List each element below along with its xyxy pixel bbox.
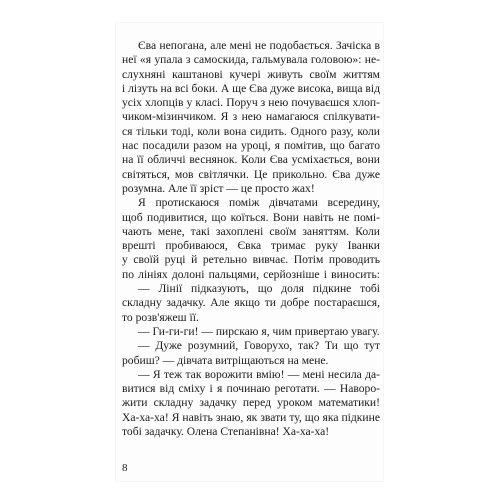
text-line: — Лінії підказують, що доля підкине тобі bbox=[138, 282, 380, 296]
text-line: — Дуже розумний, Говорухо, так? Ти що тут bbox=[138, 339, 380, 353]
text-line: нас посадили разом на уроці, я помітив, що багато bbox=[122, 139, 380, 153]
text-line: і лізуть на всі боки. А ще Єва дуже висока, вища від bbox=[122, 81, 380, 95]
text-line: тобі задачку. Олена Степанівна! Ха-ха-ха! bbox=[122, 425, 330, 439]
text-line: — Ги-ги-ги! — пирскаю я, чим привертаю увагу. bbox=[138, 324, 380, 338]
text-line: Єва непогана, але мені не подобається. Зачіска в bbox=[138, 39, 380, 52]
text-line: — Я теж так ворожити вмію! — мені несила да- bbox=[138, 367, 380, 381]
text-line: чають мене, такі захоплені своїм заняттям. Коли bbox=[122, 224, 380, 238]
text-line: ся тільки тоді, коли вона сидить. Одного разу, коли bbox=[122, 124, 380, 138]
text-line: Я протискаюся поміж дівчатами всередину, bbox=[138, 196, 380, 210]
text-line: чиком-мізинчиком. Я з нею намагаюся спілкувати- bbox=[122, 110, 380, 124]
text-line: витися від сміху і я починаю реготати. — Наворо- bbox=[122, 382, 380, 396]
text-line: розумна. Але її зріст — це просто жах! bbox=[122, 181, 315, 195]
text-line: по лініях долоні пальцями, серйозніше і виносить: bbox=[122, 267, 380, 281]
text-line: на її обличчі веснянок. Коли Єва усміхається, вони bbox=[122, 153, 380, 167]
text-line: складну задачку. Але якщо ти добре постараєшся, bbox=[122, 296, 380, 310]
text-line: у своїй руці й ретельно вивчає. Потім проводить bbox=[122, 253, 380, 267]
text-line: слухняні каштанові кучері живуть своїм життям bbox=[122, 67, 380, 81]
page-body-text bbox=[122, 39, 380, 439]
text-line: жити складну задачку перед уроком математики! bbox=[122, 396, 380, 410]
book-page bbox=[116, 23, 383, 481]
text-line: щоб подивитися, що коїться. Вони навіть не помі- bbox=[122, 210, 380, 224]
text-line: Ха-ха-ха! Я навіть знаю, як звати ту, що яка підкине bbox=[122, 410, 380, 424]
page-number: 8 bbox=[122, 462, 128, 474]
text-line: світяться, мов світлячки. Це прикольно. Єва дуже bbox=[122, 167, 380, 181]
text-line: робиш? — дівчата витріщаються на мене. bbox=[122, 353, 329, 367]
text-line: усіх хлопців у класі. Поруч з нею почуваєшся хлоп- bbox=[122, 96, 380, 110]
text-line: врешті пробиваюся, Євка тримає руку Іванки bbox=[122, 239, 380, 253]
text-line: то розв'яжеш її. bbox=[122, 310, 199, 324]
text-line: неї «я упала з самоскида, гальмувала головою»: не- bbox=[122, 53, 380, 67]
